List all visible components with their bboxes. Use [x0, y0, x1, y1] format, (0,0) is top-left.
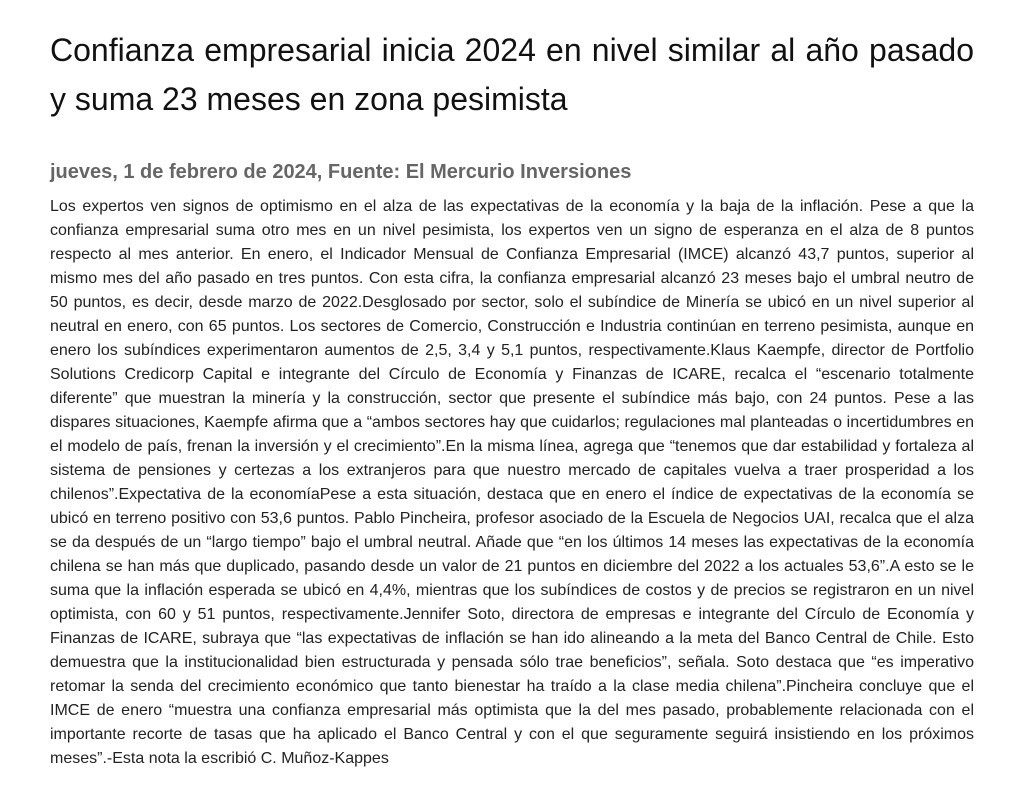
article-meta: jueves, 1 de febrero de 2024, Fuente: El Mercurio Inversiones: [50, 161, 632, 183]
article-body: Los expertos ven signos de optimismo en el alza de las expectativas de la economía y la baja de la inflación. Pese a que la confianza empresarial suma otro mes en un nivel pesimista, los expertos ven un signo de esperanza en el alza de 8 puntos respecto al mes anterior. En enero, el Indicador Mensual de Confianza Empresarial (IMCE) alcanzó 43,7 puntos, superior al mismo mes del año pasado en tres puntos. Con esta cifra, la confianza empresarial alcanzó 23 meses bajo el umbral neutro de 50 puntos, es decir, desde marzo de 2022.Desglosado por sector, solo el subíndice de Minería se ubicó en un nivel superior al neutral en enero, con 65 puntos. Los sectores de Comercio, Construcción e Industria continúan en terreno pesimista, aunque en enero los subíndices experimentaron aumentos de 2,5, 3,4 y 5,1 puntos, respectivamente.Klaus Kaempfe, director de Portfolio Solutions Credicorp Capital e integrante del Círculo de Economía y Finanzas de ICARE, recalca el “escenario totalmente diferente” que muestran la minería y la construcción, sector que presente el subíndice más bajo, con 24 puntos. Pese a las dispares situaciones, Kaempfe afirma que a “ambos sectores hay que cuidarlos; regulaciones mal planteadas o incertidumbres en el modelo de país, frenan la inversión y el crecimiento”.En la misma línea, agrega que “tenemos que dar estabilidad y fortaleza al sistema de pensiones y certezas a los extranjeros para que nuestro mercado de capitales vuelva a traer prosperidad a los chilenos”.Expectativa de la economíaPese a esta situación, destaca que en enero el índice de expectativas de la economía se ubicó en terreno positivo con 53,6 puntos. Pablo Pincheira, profesor asociado de la Escuela de Negocios UAI, recalca que el alza se da después de un “largo tiempo” bajo el umbral neutral. Añade que “en los últimos 14 meses las expectativas de la economía chilena se han más que duplicado, pasando desde un valor de 21 puntos en diciembre del 2022 a los actuales 53,6”.A esto se le suma que la inflación esperada se ubicó en 4,4%, mientras que los subíndices de costos y de precios se registraron en un nivel optimista, con 60 y 51 puntos, respectivamente.Jennifer Soto, directora de empresas e integrante del Círculo de Economía y Finanzas de ICARE, subraya que “las expectativas de inflación se han ido alineando a la meta del Banco Central de Chile. Esto demuestra que la institucionalidad bien estructurada y pensada sólo trae beneficios”, señala. Soto destaca que “es imperativo retomar la senda del crecimiento económico que tanto bienestar ha traído a la clase media chilena”.Pincheira concluye que el IMCE de enero “muestra una confianza empresarial más optimista que la del mes pasado, probablemente relacionada con el importante recorte de tasas que ha aplicado el Banco Central y con el que seguramente seguirá insistiendo en los próximos meses”.-Esta nota la escribió C. Muñoz-Kappes: [50, 198, 974, 767]
article: [50, 26, 974, 771]
article-title: Confianza empresarial inicia 2024 en nivel similar al año pasado y suma 23 meses en zona pesimista: [50, 32, 974, 117]
